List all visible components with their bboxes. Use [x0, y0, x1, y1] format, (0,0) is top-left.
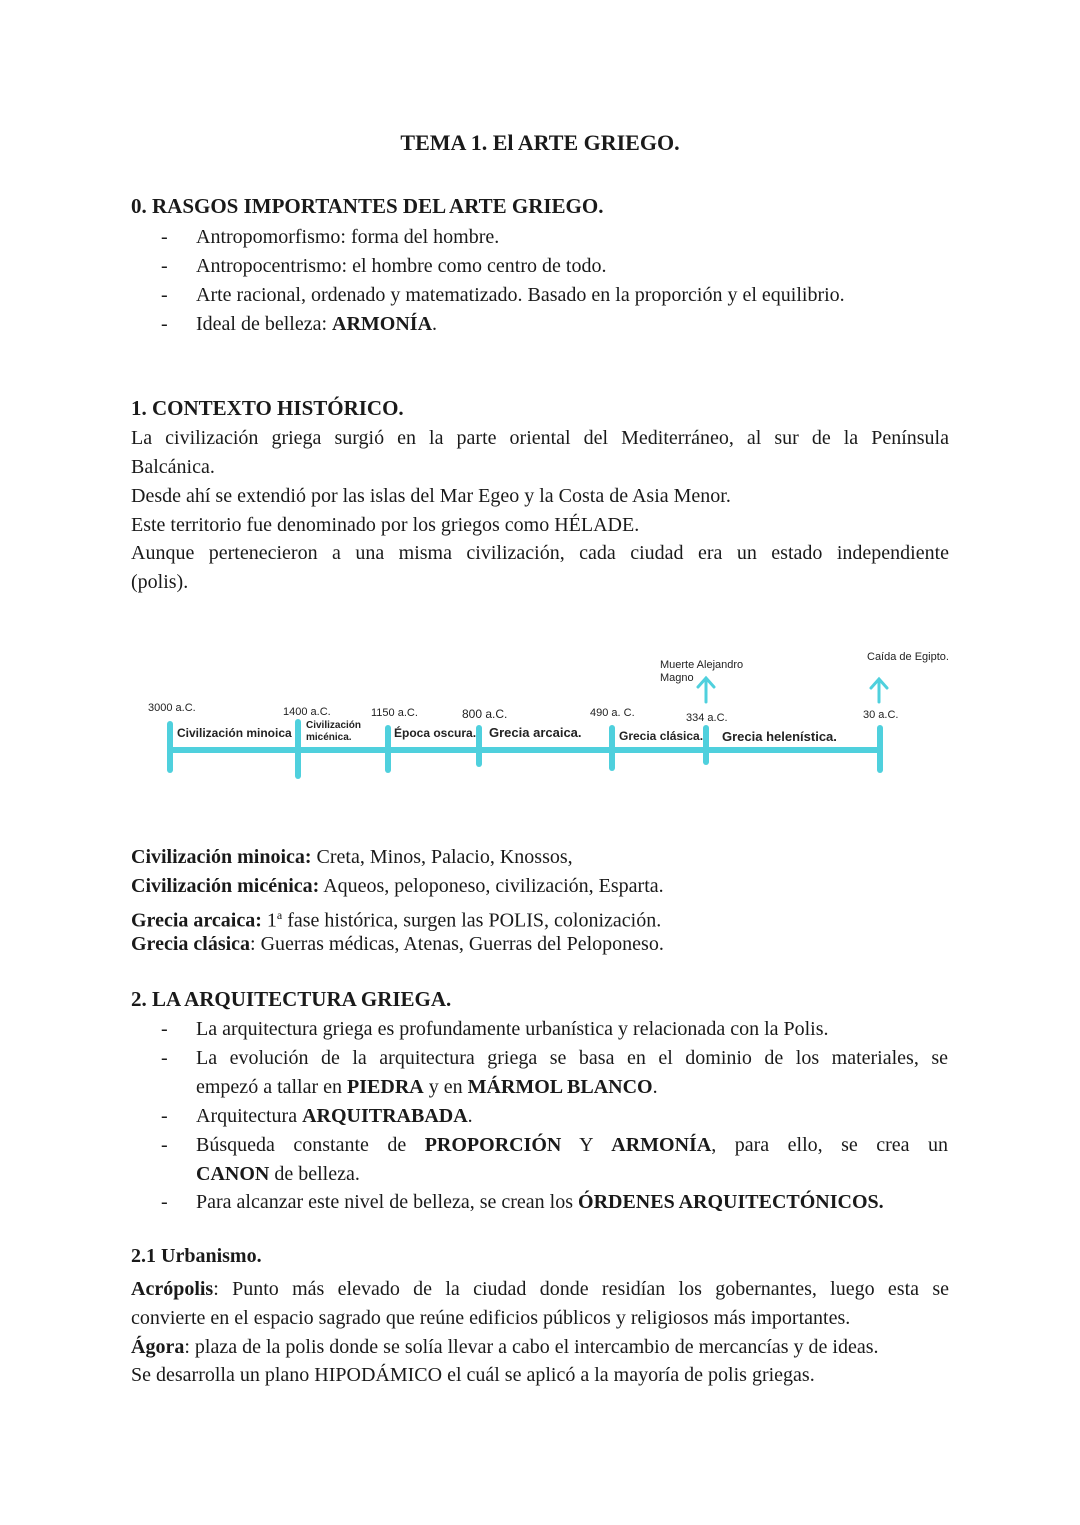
bullet-dash: -	[161, 1191, 168, 1213]
list-item	[161, 252, 196, 281]
list-item-text: Antropomorfismo: forma del hombre.	[196, 226, 500, 248]
superscript: a	[276, 908, 283, 922]
bold-term: CANON	[196, 1163, 270, 1185]
timeline-event: Muerte Alejandro	[660, 659, 744, 671]
list-item	[161, 1102, 196, 1131]
list-item	[161, 1188, 196, 1217]
list-item	[161, 223, 196, 252]
bullet-dash: -	[161, 226, 168, 248]
section-0-heading: 0. RASGOS IMPORTANTES DEL ARTE GRIEGO.	[131, 194, 604, 218]
bold-term: PROPORCIÓN	[424, 1134, 562, 1156]
list-item	[161, 1015, 196, 1044]
text-span: Para alcanzar este nivel de belleza, se crean los	[196, 1191, 579, 1213]
timeline-period: Grecia clásica.	[619, 729, 704, 743]
list-item	[161, 1044, 196, 1073]
list-item-text	[196, 310, 948, 339]
list-item-text	[196, 1188, 948, 1217]
bold-term: MÁRMOL BLANCO	[467, 1076, 653, 1098]
paragraph-line: Se desarrolla un plano HIPODÁMICO el cuál se aplicó a la mayoría de polis griegas.	[131, 1364, 815, 1386]
text-span: Búsqueda constante de	[196, 1134, 425, 1156]
text-span: y en	[423, 1076, 468, 1098]
paragraph-line: Este territorio fue denominado por los griegos como HÉLADE.	[131, 514, 640, 536]
text-span: Ideal de belleza:	[196, 313, 333, 335]
text-span: : plaza de la polis donde se solía llevar a cabo el intercambio de mercancías y de ideas.	[184, 1336, 879, 1358]
text-span: , para ello, se crea un	[711, 1134, 948, 1156]
timeline-date: 1400 a.C.	[283, 706, 331, 718]
list-item-text: Antropocentrismo: el hombre como centro de todo.	[196, 255, 607, 277]
definition-text: Aqueos, peloponeso, civilización, Esparta.	[319, 875, 664, 897]
definition-term: Civilización minoica:	[131, 846, 312, 868]
list-item-text: La evolución de la arquitectura griega se basa en el dominio de los materiales, se	[196, 1047, 948, 1069]
list-item	[161, 1131, 196, 1160]
timeline	[0, 640, 1080, 800]
bullet-dash: -	[161, 1047, 168, 1069]
text-span: Arquitectura	[196, 1105, 303, 1127]
timeline-graphic	[0, 640, 1080, 800]
timeline-period: Grecia arcaica.	[489, 725, 582, 740]
timeline-date: 334 a.C.	[686, 712, 728, 724]
bold-term: PIEDRA	[347, 1076, 424, 1098]
section-1-heading: 1. CONTEXTO HISTÓRICO.	[131, 396, 404, 420]
paragraph-line	[131, 1333, 949, 1362]
bullet-dash: -	[161, 1018, 168, 1040]
timeline-event: Magno	[660, 672, 694, 684]
bullet-dash: -	[161, 255, 168, 277]
list-item-text	[196, 1131, 948, 1160]
list-item-text: Arte racional, ordenado y matematizado. Basado en la proporción y el equilibrio.	[196, 284, 845, 306]
list-item	[161, 281, 196, 310]
timeline-date: 1150 a.C.	[371, 707, 418, 719]
timeline-date: 3000 a.C.	[148, 702, 196, 714]
definition-term: Grecia arcaica:	[131, 909, 262, 932]
definition-text: fase histórica, surgen las POLIS, colonización.	[282, 909, 662, 932]
definition-text: Creta, Minos, Palacio, Knossos,	[311, 846, 573, 868]
text-span: Y	[561, 1134, 612, 1156]
page-title: TEMA 1. El ARTE GRIEGO.	[400, 130, 680, 155]
paragraph-line	[131, 1275, 949, 1304]
list-item-text: La arquitectura griega es profundamente urbanística y relacionada con la Polis.	[196, 1018, 829, 1040]
list-item-text	[196, 1073, 948, 1102]
paragraph-line: (polis).	[131, 571, 189, 593]
timeline-date: 30 a.C.	[863, 709, 899, 721]
text-span: .	[652, 1076, 658, 1098]
bullet-dash: -	[161, 1134, 168, 1156]
section-2-heading: 2. LA ARQUITECTURA GRIEGA.	[131, 987, 452, 1011]
text-span: : Punto más elevado de la ciudad donde residían los gobernantes, luego esta se	[213, 1278, 949, 1300]
paragraph-line: Desde ahí se extendió por las islas del Mar Egeo y la Costa de Asia Menor.	[131, 485, 731, 507]
text-span: .	[467, 1105, 473, 1127]
bullet-dash: -	[161, 284, 168, 306]
paragraph-line: Aunque pertenecieron a una misma civilización, cada ciudad era un estado independiente	[131, 542, 949, 564]
definition-term: Civilización micénica:	[131, 875, 320, 897]
bullet-dash: -	[161, 313, 168, 335]
timeline-date: 800 a.C.	[462, 707, 508, 721]
definition-term: Grecia clásica	[131, 933, 251, 955]
definition-text: : Guerras médicas, Atenas, Guerras del Peloponeso.	[250, 933, 664, 955]
section-2-1-heading: 2.1 Urbanismo.	[131, 1245, 262, 1267]
definition-text: 1	[261, 909, 277, 932]
paragraph-line: La civilización griega surgió en la parte oriental del Mediterráneo, al sur de la Península	[131, 427, 949, 449]
list-item-text	[196, 1160, 948, 1189]
timeline-period: micénica.	[306, 732, 352, 743]
timeline-event: Caída de Egipto.	[867, 651, 949, 663]
text-span: empezó a tallar en	[196, 1076, 348, 1098]
bullet-dash: -	[161, 1105, 168, 1127]
timeline-period: Época oscura.	[394, 726, 477, 740]
bold-term: ÓRDENES ARQUITECTÓNICOS.	[578, 1191, 884, 1213]
paragraph-line: convierte en el espacio sagrado que reúne edificios públicos y religiosos más importantes.	[131, 1307, 851, 1329]
bold-term: ARQUITRABADA	[302, 1105, 468, 1127]
text-span: .	[432, 313, 438, 335]
text-span: de belleza.	[269, 1163, 360, 1185]
timeline-period: Civilización	[306, 720, 362, 731]
definition-line	[131, 930, 949, 959]
list-item-text	[196, 1102, 948, 1131]
definition-line	[131, 872, 949, 901]
bold-term: ARMONÍA	[332, 313, 433, 335]
timeline-date: 490 a. C.	[590, 707, 635, 719]
definition-term: Ágora	[131, 1336, 185, 1358]
bold-term: ARMONÍA	[611, 1134, 712, 1156]
timeline-period: Grecia helenística.	[722, 729, 837, 744]
timeline-period: Civilización minoica	[177, 726, 292, 740]
paragraph-line: Balcánica.	[131, 456, 215, 478]
definition-line	[131, 843, 949, 872]
list-item	[161, 310, 196, 339]
definition-term: Acrópolis	[131, 1278, 214, 1300]
